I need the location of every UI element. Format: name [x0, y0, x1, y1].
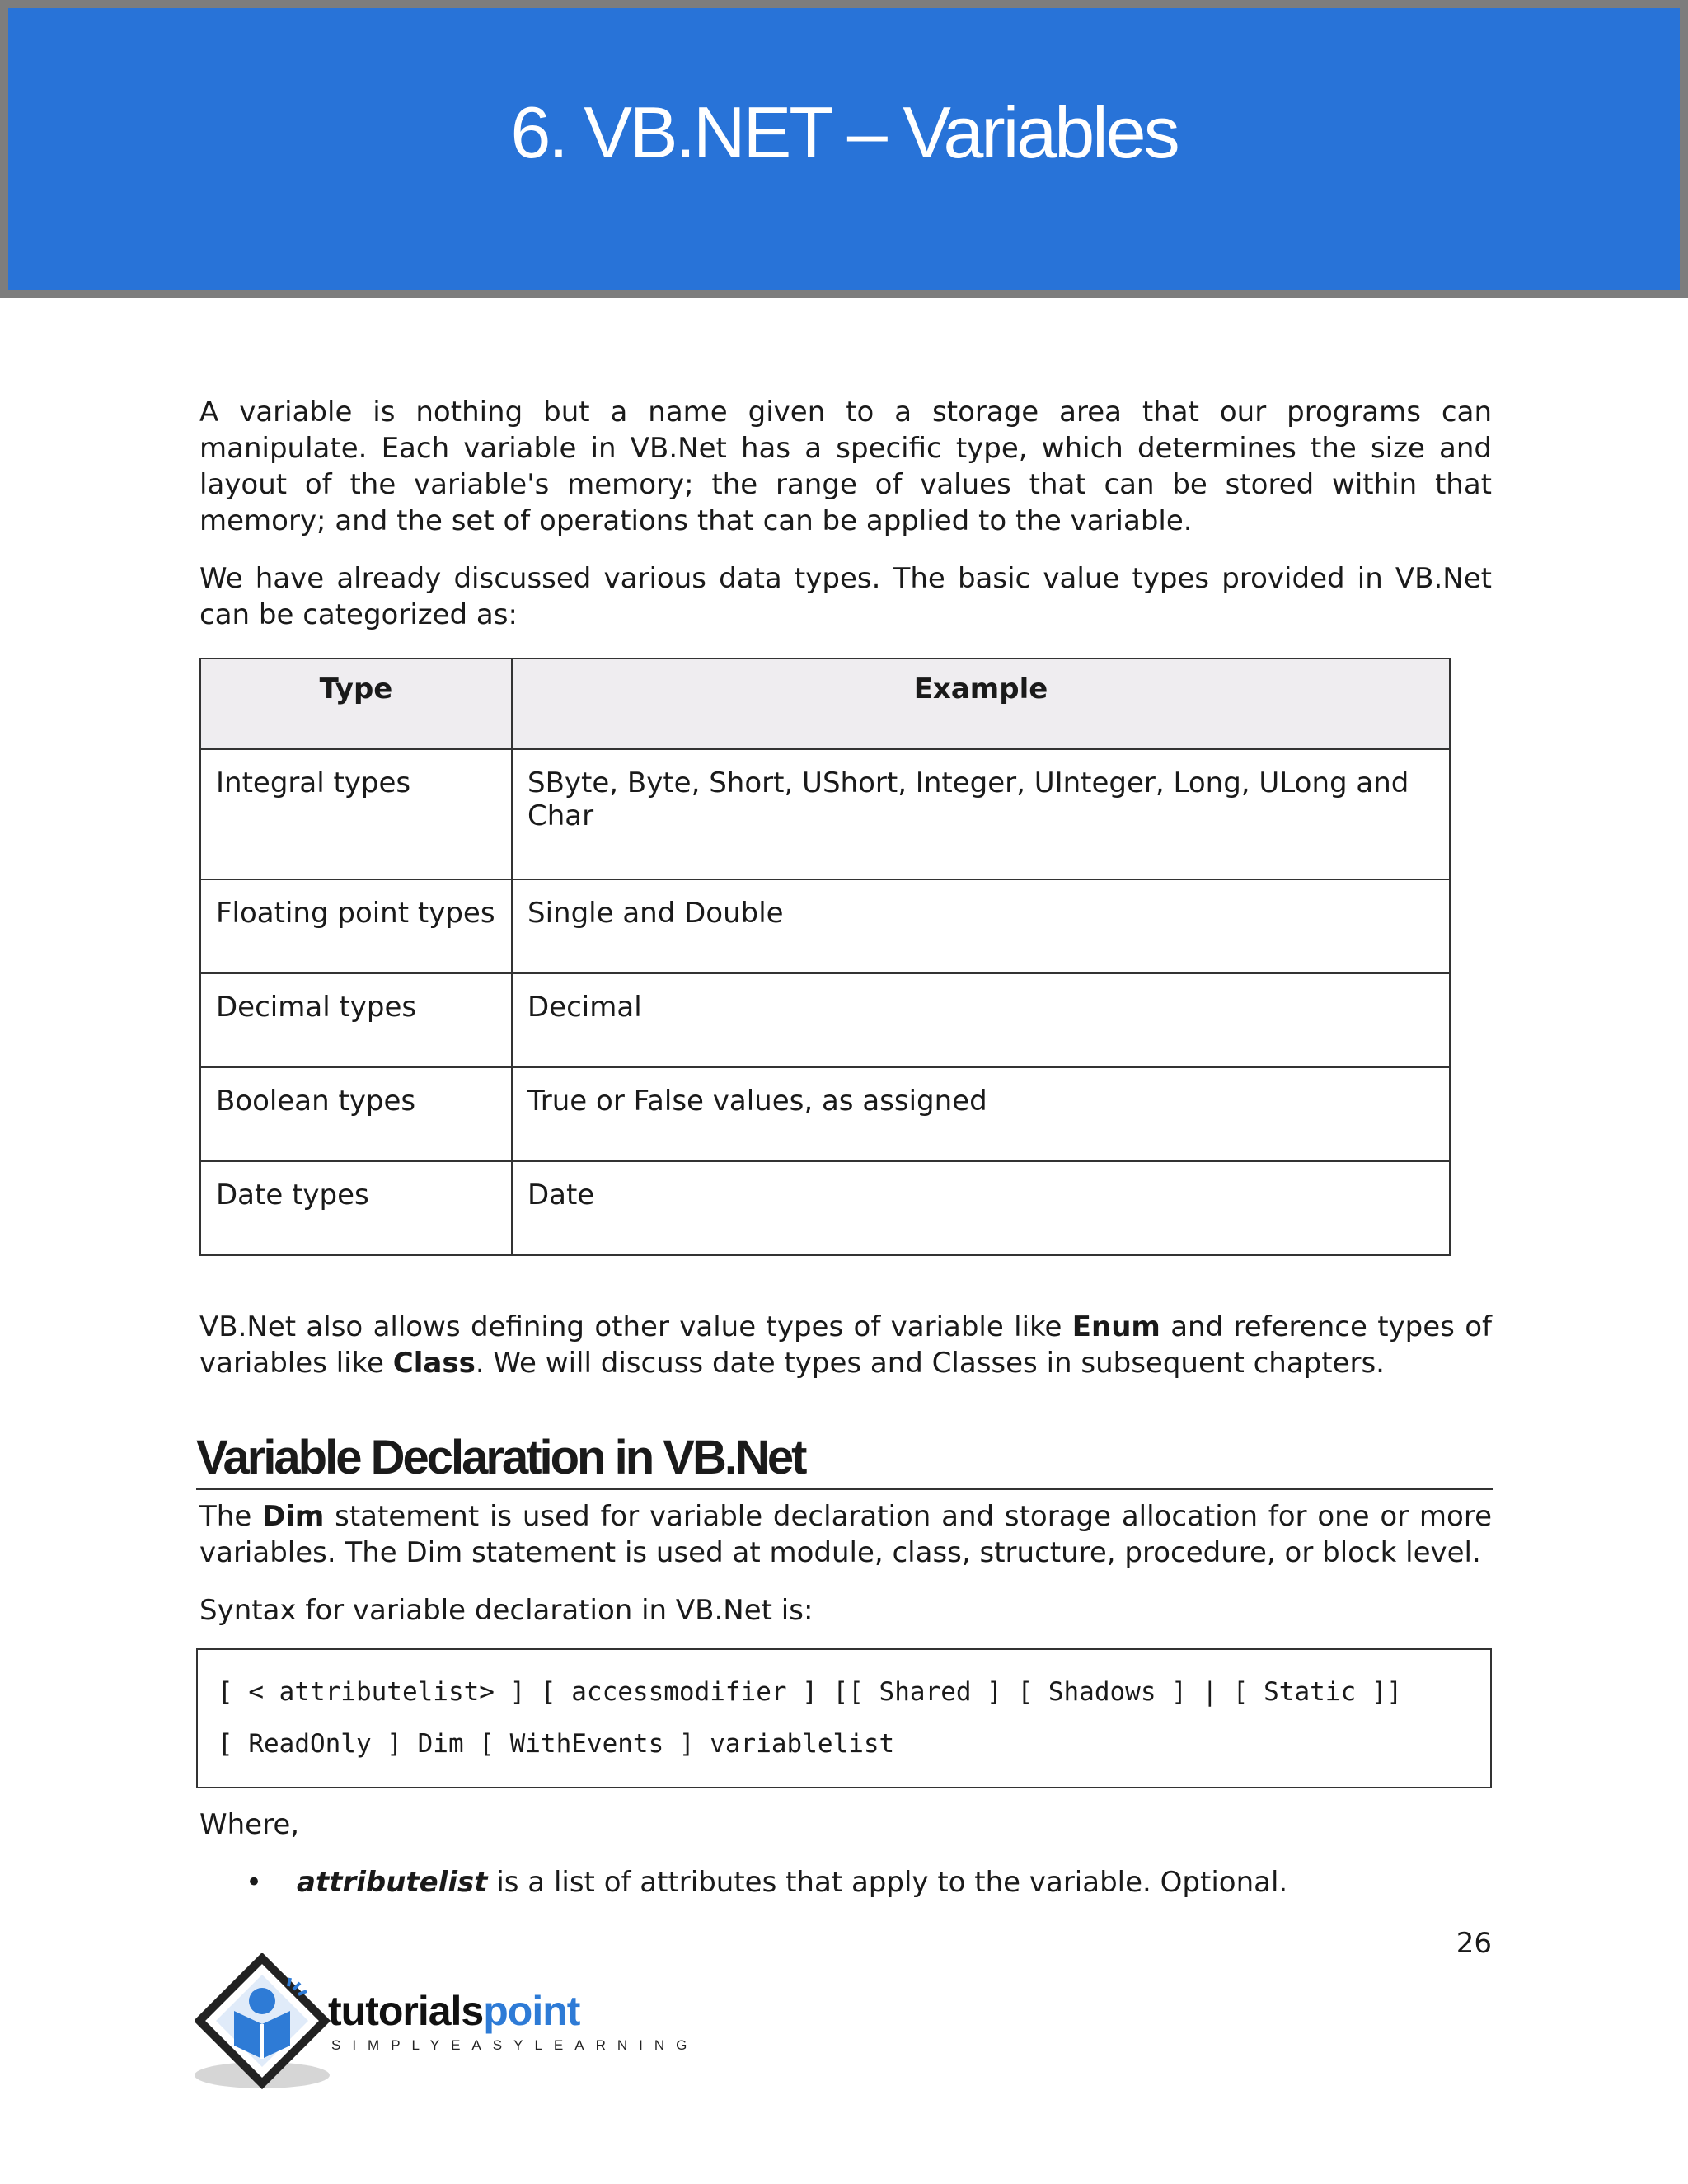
logo-emblem-icon: [195, 1953, 335, 2093]
chapter-banner: [0, 0, 1688, 298]
table-cell-example: Single and Double: [512, 879, 1450, 973]
page-number: 26: [1456, 1927, 1492, 1960]
logo-word-tutorials: tutorials: [328, 1988, 484, 2034]
attributelist-description: is a list of attributes that apply to the variable. Optional.: [487, 1866, 1288, 1899]
table-row: [200, 973, 1450, 1067]
after-table-text-3: . We will discuss date types and Classes in subsequent chapters.: [475, 1347, 1385, 1380]
table-cell-example: Decimal: [512, 973, 1450, 1067]
code-line-2: [ ReadOnly ] Dim [ WithEvents ] variablelist: [218, 1729, 895, 1759]
table-cell-type: Integral types: [200, 749, 512, 879]
table-cell-example: SByte, Byte, Short, UShort, Integer, UInteger, Long, ULong and Char: [512, 749, 1450, 879]
table-row: [200, 1161, 1450, 1255]
table-row: [200, 1067, 1450, 1161]
where-label: Where,: [199, 1808, 300, 1841]
table-cell-type: Date types: [200, 1161, 512, 1255]
table-cell-type: Floating point types: [200, 879, 512, 973]
dim-paragraph: [199, 1498, 1492, 1571]
intro-paragraph-2: We have already discussed various data types. The basic value types provided in VB.Net can be categorized as:: [199, 562, 1492, 631]
table-cell-type: Boolean types: [200, 1067, 512, 1161]
definition-list: [199, 1864, 1492, 1900]
table-row: [200, 879, 1450, 973]
section-heading: Variable Declaration in VB.Net: [196, 1429, 1493, 1490]
enum-keyword: Enum: [1071, 1310, 1160, 1343]
after-table-text-1: VB.Net also allows defining other value types of variable like: [199, 1310, 1072, 1343]
table-header-example: Example: [512, 658, 1450, 749]
code-line-1: [ < attributelist> ] [ accessmodifier ] [[ Shared ] [ Shadows ] | [ Static ]]: [218, 1677, 1403, 1707]
syntax-intro: Syntax for variable declaration in VB.Net is:: [199, 1594, 814, 1627]
intro-paragraph-1: A variable is nothing but a name given to a storage area that our programs can manipulate. Each variable in VB.Net has a specific type, which determines the size and layout of the variable's memory; the range of values that can be stored within that memory; and the set of operations that can be applied to the variable.: [199, 396, 1492, 537]
logo-tagline: SIMPLYEASYLEARNING: [331, 2037, 699, 2053]
attributelist-term: attributelist: [297, 1866, 488, 1899]
dim-keyword: Dim: [262, 1500, 325, 1533]
table-cell-example: Date: [512, 1161, 1450, 1255]
bullet-icon: •: [246, 1866, 263, 1899]
table-cell-type: Decimal types: [200, 973, 512, 1067]
logo-wordmark: [328, 1986, 579, 2036]
chapter-title: 6. VB.NET – Variables: [510, 91, 1178, 173]
table-header-row: [200, 658, 1450, 749]
dim-text-2: statement is used for variable declaration and storage allocation for one or more variables. The Dim statement is used at module, class, structure, procedure, or block level.: [199, 1500, 1493, 1569]
list-item: [246, 1864, 1492, 1900]
class-keyword: Class: [392, 1347, 476, 1380]
syntax-code-block: [196, 1648, 1492, 1788]
after-table-paragraph: [199, 1309, 1492, 1381]
page-content: [196, 394, 1493, 1900]
logo-word-point: point: [483, 1988, 580, 2034]
after-table-text-2: and reference types of variables like: [199, 1310, 1493, 1380]
table-cell-example: True or False values, as assigned: [512, 1067, 1450, 1161]
value-types-table: [199, 658, 1451, 1256]
tutorialspoint-logo: [195, 1953, 699, 2093]
table-header-type: Type: [200, 658, 512, 749]
table-row: [200, 749, 1450, 879]
dim-text-1: The: [199, 1500, 263, 1533]
